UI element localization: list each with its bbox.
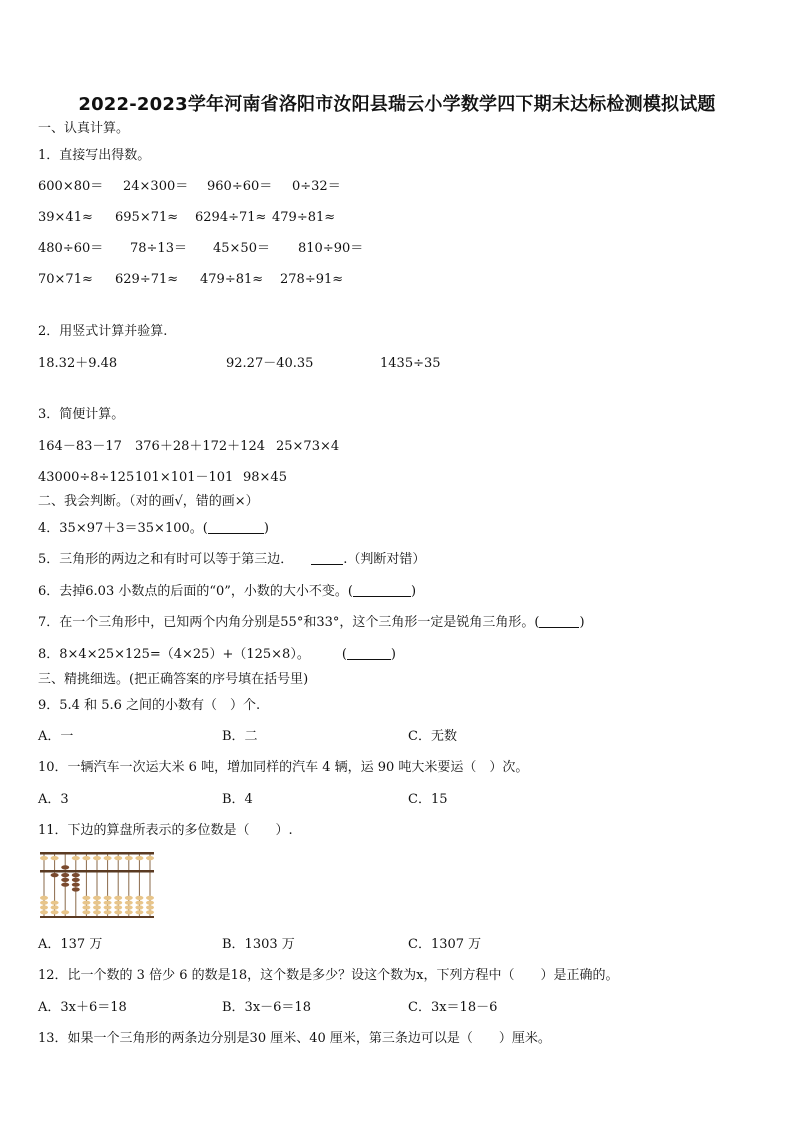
q8-open: ( [341,647,347,662]
abacus-bead [114,910,122,914]
q11-stem: 11．下边的算盘所表示的多位数是（ ）. [38,823,293,838]
abacus-bead [61,883,69,887]
q3-item: 101×101－101 [135,470,234,485]
q4-close: ) [263,521,269,536]
q13-stem: 13．如果一个三角形的两条边分别是30 厘米、40 厘米，第三条边可以是（ ）厘米。 [38,1031,551,1046]
abacus-bead [146,905,154,909]
q8-text: 8．8×4×25×125=（4×25）+（125×8）。 [38,647,310,662]
q7-text: 7．在一个三角形中，已知两个内角分别是55°和33°，这个三角形一定是锐角三角形。( [38,615,540,630]
abacus-bead [125,901,133,905]
abacus-bead [82,901,90,905]
q1-item: 6294÷71≈ [195,210,267,225]
q3-item: 376＋28＋172＋124 [135,439,265,454]
q5 [38,552,425,568]
q1-item: 45×50＝ [213,241,270,256]
abacus-bead [51,901,59,905]
abacus-bead [40,896,48,900]
q6-text: 6．去掉6.03 小数点的后面的“0”，小数的大小不变。( [38,584,353,599]
q6-answer-blank[interactable] [353,584,411,597]
abacus-bead [51,905,59,909]
abacus-bead [114,905,122,909]
q1-item: 0÷32＝ [292,179,341,194]
q1-item: 70×71≈ [38,272,93,287]
page-title: 2022-2023学年河南省洛阳市汝阳县瑞云小学数学四下期末达标检测模拟试题 [78,94,716,115]
q7 [38,615,585,631]
abacus-bead [125,910,133,914]
q12-option-c[interactable]: C．3x＝18－6 [408,1000,498,1015]
abacus-bead [61,873,69,877]
abacus-bead [93,856,101,860]
abacus-bead [104,856,112,860]
q9-stem: 9．5.4 和 5.6 之间的小数有（ ）个. [38,698,261,713]
q10-option-b[interactable]: B．4 [222,792,253,807]
section-1-heading: 一、认真计算。 [38,121,130,136]
abacus-bead [82,896,90,900]
abacus-bead [114,896,122,900]
q7-answer-blank[interactable] [539,615,579,628]
abacus-bead [51,856,59,860]
abacus-bead [104,910,112,914]
abacus-bead [40,901,48,905]
abacus-bead [93,901,101,905]
q12-stem: 12．比一个数的 3 倍少 6 的数是18，这个数是多少？设这个数为x，下列方程中（ ）是正确的。 [38,968,619,983]
q1-item: 39×41≈ [38,210,93,225]
q1-item: 278÷91≈ [280,272,344,287]
q1-item: 78÷13＝ [130,241,187,256]
abacus-bead [93,905,101,909]
abacus-bead [51,873,59,877]
q1-item: 960÷60＝ [207,179,273,194]
q1-item: 480÷60＝ [38,241,104,256]
q9-option-b[interactable]: B．二 [222,729,258,744]
q9-option-c[interactable]: C．无数 [408,729,457,744]
abacus-bead [82,856,90,860]
q3-item: 43000÷8÷125 [38,470,135,485]
abacus-image [40,852,154,918]
q7-close: ) [579,615,585,630]
abacus-bead [61,865,69,869]
q1-item: 810÷90＝ [298,241,364,256]
abacus-bead [61,910,69,914]
abacus-bead [72,873,80,877]
abacus-bead [146,856,154,860]
q3-item: 164－83－17 [38,439,122,454]
q11-option-c[interactable]: C．1307 万 [408,937,482,952]
q1-item: 600×80＝ [38,179,104,194]
abacus-bead [104,905,112,909]
q8-close: ) [390,647,396,662]
q8-answer-blank[interactable] [347,647,391,660]
abacus-bead [72,883,80,887]
q1-item: 479÷81≈ [272,210,336,225]
abacus-bead [125,905,133,909]
q1-item: 629÷71≈ [115,272,179,287]
abacus-bead [104,896,112,900]
abacus-bead [135,910,143,914]
abacus-bead [135,856,143,860]
q11-option-a[interactable]: A．137 万 [38,937,103,952]
abacus-frame-top [40,852,154,855]
abacus-bead [82,910,90,914]
q2-item: 18.32＋9.48 [38,356,118,371]
q2-item: 92.27－40.35 [226,356,314,371]
q9-option-a[interactable]: A．一 [38,729,74,744]
q10-option-a[interactable]: A．3 [38,792,69,807]
q4 [38,521,269,537]
abacus-bead [93,896,101,900]
abacus-bead [125,896,133,900]
q12-option-a[interactable]: A．3x＋6＝18 [38,1000,127,1015]
q5-answer-blank[interactable] [311,552,343,565]
q6 [38,584,416,600]
abacus-bead [114,901,122,905]
q10-option-c[interactable]: C．15 [408,792,448,807]
q1-item: 24×300＝ [123,179,189,194]
section-3-heading: 三、精挑细选。(把正确答案的序号填在括号里) [38,672,309,687]
abacus-bead [51,910,59,914]
abacus-bead [146,901,154,905]
q1-item: 695×71≈ [115,210,179,225]
abacus-bead [125,856,133,860]
abacus-bead [82,905,90,909]
q12-option-b[interactable]: B．3x－6＝18 [222,1000,311,1015]
q10-stem: 10．一辆汽车一次运大米 6 吨，增加同样的汽车 4 辆，运 90 吨大米要运（ ）次。 [38,760,529,775]
q6-close: ) [410,584,417,599]
q3-item: 98×45 [243,470,287,485]
abacus-bead [135,896,143,900]
q1-item: 479÷81≈ [200,272,264,287]
abacus-bead [146,896,154,900]
q4-answer-blank[interactable] [208,521,264,534]
q11-option-b[interactable]: B．1303 万 [222,937,295,952]
q4-text: 4．35×97＋3＝35×100。( [38,521,208,536]
abacus-bead [146,910,154,914]
abacus-bead [135,905,143,909]
abacus-bead [40,910,48,914]
q2-stem: 2．用竖式计算并验算. [38,324,168,339]
abacus-bead [72,887,80,891]
abacus-bead [72,856,80,860]
abacus-beam [40,870,154,873]
section-2-heading: 二、我会判断。（对的画√，错的画×） [38,494,259,509]
abacus-bead [104,901,112,905]
q5-text: 5．三角形的两边之和有时可以等于第三边． [38,552,294,567]
q1-stem: 1．直接写出得数。 [38,148,151,163]
abacus-bead [114,856,122,860]
q2-item: 1435÷35 [380,356,441,371]
abacus-bead [40,905,48,909]
abacus-bead [40,856,48,860]
abacus-bead [93,910,101,914]
q3-stem: 3．简便计算。 [38,407,125,422]
abacus-bead [61,878,69,882]
q8 [38,647,396,663]
q3-item: 25×73×4 [276,439,340,454]
abacus-bead [72,878,80,882]
q5-close: .（判断对错） [343,552,426,567]
abacus-frame-bottom [40,916,154,918]
abacus-bead [135,901,143,905]
